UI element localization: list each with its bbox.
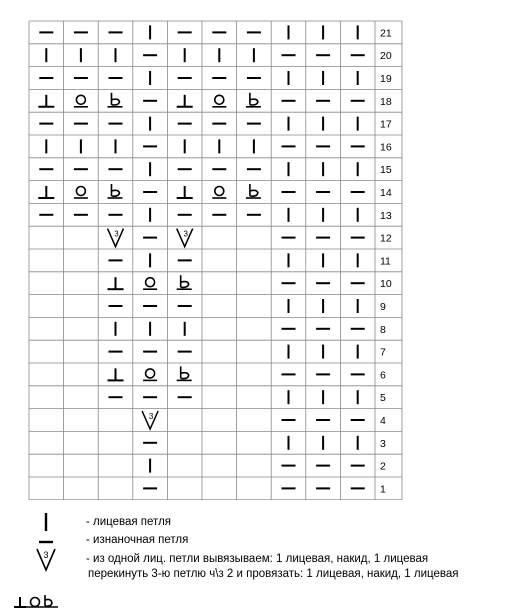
legend-purl-text: - изнаночная петля [86,534,189,546]
row-number-label: 3 [380,437,386,450]
legend-cross-text: перекинуть 3-ю петлю ч\з 2 и провязать: 1 лицевая, накид, 1 лицевая [88,568,459,580]
yarn-over-stitch-mark [74,187,88,199]
knit-base-stitch-mark [108,277,124,289]
row-number-label: 21 [380,27,392,40]
row-number-label: 15 [380,164,392,177]
increase-v3-stitch-mark [177,229,193,247]
yarn-over-stitch-mark [212,95,226,107]
row-number-label: 9 [380,301,386,313]
knit-pass-over-stitch-mark [246,184,261,198]
row-number-label: 18 [380,95,392,108]
row-number-label: 17 [380,118,392,131]
row-number-label: 14 [380,187,392,199]
knit-base-stitch-mark [38,186,54,198]
knit-base-stitch-mark [108,368,124,380]
row-number-label: 4 [380,415,386,427]
row-number-label: 20 [380,50,392,63]
cross-stitch-group-icon [6,574,66,610]
knit-pass-over-stitch-mark [177,275,192,289]
row-number-label: 5 [380,392,386,405]
increase-number-label: 3 [114,229,119,239]
increase-v3-icon [6,546,66,574]
increase-number-label: 3 [183,229,188,239]
increase-number-label: 3 [43,550,49,560]
row-number-label: 6 [380,369,386,382]
legend-increase-text: - из одной лиц. петли вывязываем: 1 лицевая, накид, 1 лицевая [86,553,429,565]
knit-pass-over-stitch-mark [108,184,123,198]
increase-number-label: 3 [148,412,154,421]
yarn-over-stitch-mark [212,187,226,199]
row-number-label: 2 [380,460,386,473]
knit-pass-over-stitch-mark [177,366,192,380]
legend-item-cross [0,568,510,610]
increase-v3-stitch-mark [142,411,158,429]
row-number-label: 19 [380,73,392,85]
knit-base-stitch-mark [177,95,193,107]
chart-grid-lines [29,21,402,500]
row-number-label: 11 [380,255,391,268]
row-number-label: 8 [380,323,386,336]
row-number-label: 13 [380,209,392,222]
row-number-label: 10 [380,278,392,291]
knit-base-stitch-mark [177,186,193,198]
increase-v3-stitch-mark [108,229,124,247]
knit-pass-over-stitch-mark [108,93,123,107]
row-number-label: 12 [380,232,392,245]
row-number-label: 16 [380,141,392,154]
yarn-over-stitch-mark [143,278,157,290]
yarn-over-stitch-mark [143,369,157,381]
knit-base-stitch-mark [38,95,54,107]
row-number-label: 1 [380,483,386,496]
row-number-label: 7 [380,346,386,359]
knit-pass-over-stitch-mark [246,93,261,107]
yarn-over-stitch-mark [74,95,88,107]
legend-knit-text: - лицевая петля [86,516,172,528]
